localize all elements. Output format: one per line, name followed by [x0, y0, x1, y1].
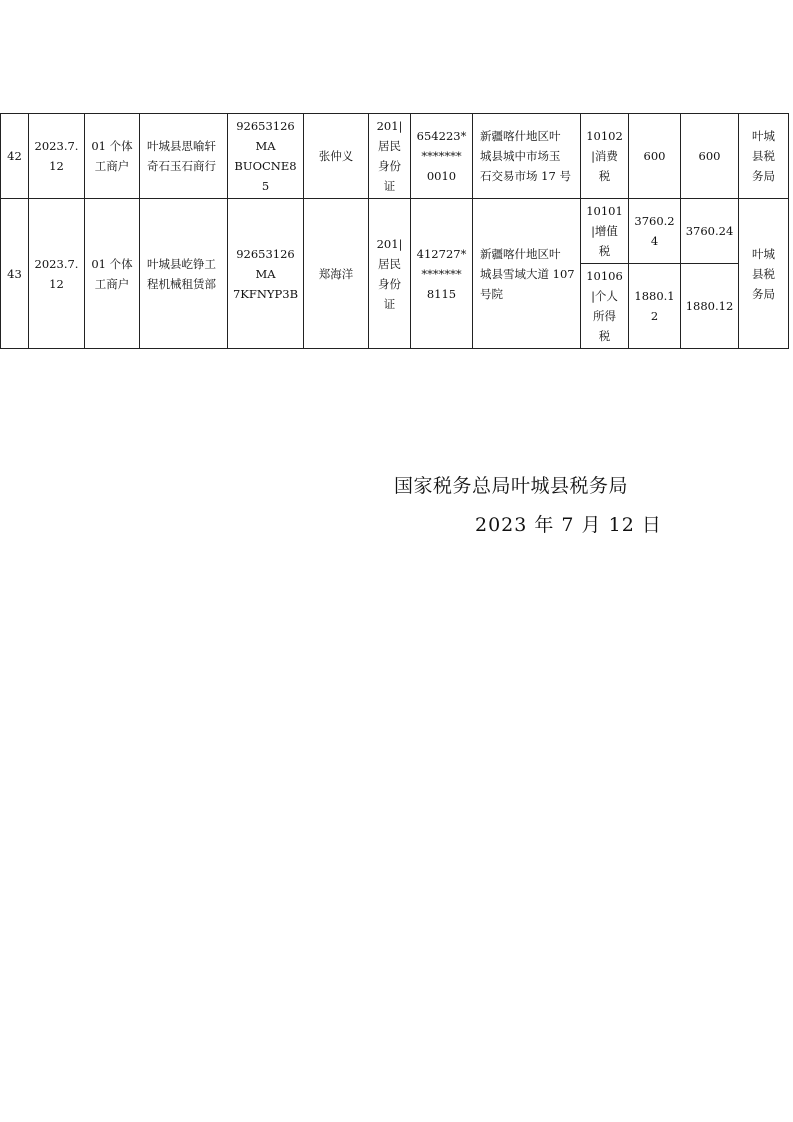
date-cell: 2023.7. 12	[29, 199, 85, 349]
tax-amount-cell: 3760.2 4	[629, 199, 681, 264]
tax-office-cell: 叶城 县税 务局	[739, 199, 789, 349]
tax-total-cell: 3760.24	[681, 199, 739, 264]
tax-item-cell: 10106 |个人 所得 税	[581, 264, 629, 349]
credit-code-cell: 92653126MA BUOCNE85	[228, 114, 304, 199]
person-cell: 郑海洋	[304, 199, 369, 349]
tax-item-cell: 10102 |消费 税	[581, 114, 629, 199]
taxpayer-name-cell: 叶城县思喻轩 奇石玉石商行	[140, 114, 228, 199]
table-row	[1, 199, 789, 264]
date-cell: 2023.7. 12	[29, 114, 85, 199]
taxpayer-name-cell: 叶城县屹铮工 程机械租赁部	[140, 199, 228, 349]
issuing-authority: 国家税务总局叶城县税务局	[394, 475, 629, 497]
tax-total-cell: 1880.12	[681, 264, 739, 349]
person-cell: 张仲义	[304, 114, 369, 199]
address-cell: 新疆喀什地区叶 城县城中市场玉 石交易市场 17 号	[473, 114, 581, 199]
id-type-cell: 201| 居民 身份 证	[369, 114, 411, 199]
id-number-cell: 654223* ******* 0010	[411, 114, 473, 199]
tax-amount-cell: 600	[629, 114, 681, 199]
table-row	[1, 114, 789, 199]
issue-date: 2023 年 7 月 12 日	[475, 514, 662, 536]
taxpayer-type-cell: 01 个体 工商户	[85, 199, 140, 349]
tax-item-cell: 10101 |增值 税	[581, 199, 629, 264]
taxpayer-type-cell: 01 个体 工商户	[85, 114, 140, 199]
id-number-cell: 412727* ******* 8115	[411, 199, 473, 349]
tax-records-table	[0, 113, 789, 349]
seq-cell: 42	[1, 114, 29, 199]
address-cell: 新疆喀什地区叶 城县雪域大道 107 号院	[473, 199, 581, 349]
seq-cell: 43	[1, 199, 29, 349]
tax-total-cell: 600	[681, 114, 739, 199]
credit-code-cell: 92653126MA 7KFNYP3B	[228, 199, 304, 349]
tax-office-cell: 叶城 县税 务局	[739, 114, 789, 199]
id-type-cell: 201| 居民 身份 证	[369, 199, 411, 349]
tax-amount-cell: 1880.1 2	[629, 264, 681, 349]
